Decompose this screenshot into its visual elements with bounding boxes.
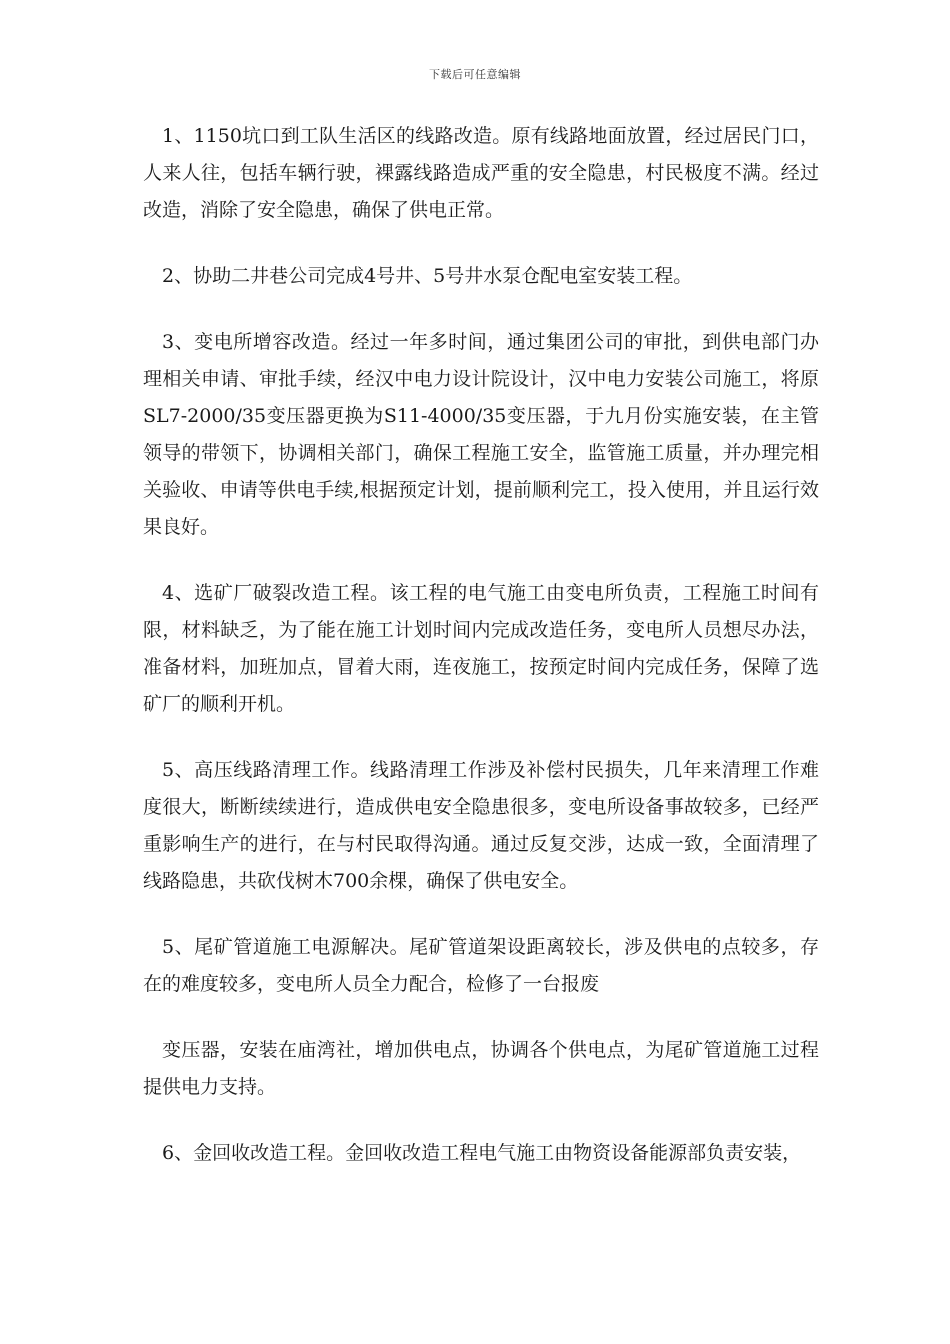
paragraph-item-8: 6、金回收改造工程。金回收改造工程电气施工由物资设备能源部负责安装， xyxy=(162,1142,802,1164)
paragraph-item-5: 5、高压线路清理工作。线路清理工作涉及补偿村民损失，几年来清理工作难度很大，断断续续进行，造成供电安全隐患很多，变电所设备事故较多，已经严重影响生产的进行，在与村民取得沟通。通过反复交涉，达成一致，全面清理了线路隐患，共砍伐树木700余棵，确保了供电安全。 xyxy=(143,759,819,892)
paragraph-item-2: 2、协助二井巷公司完成4号井、5号井水泵仓配电室安装工程。 xyxy=(162,265,693,287)
paragraph-item-4: 4、选矿厂破裂改造工程。该工程的电气施工由变电所负责，工程施工时间有限，材料缺乏，为了能在施工计划时间内完成改造任务，变电所人员想尽办法，准备材料，加班加点，冒着大雨，连夜施工，按预定时间内完成任务，保障了选矿厂的顺利开机。 xyxy=(143,582,819,715)
paragraph-item-7: 变压器，安装在庙湾社，增加供电点，协调各个供电点，为尾矿管道施工过程提供电力支持。 xyxy=(143,1039,819,1098)
document-body xyxy=(143,118,819,1172)
paragraph-item-1: 1、1150坑口到工队生活区的线路改造。原有线路地面放置，经过居民门口，人来人往，包括车辆行驶，裸露线路造成严重的安全隐患，村民极度不满。经过改造，消除了安全隐患，确保了供电正常。 xyxy=(143,125,819,221)
paragraph-item-3: 3、变电所增容改造。经过一年多时间，通过集团公司的审批，到供电部门办理相关申请、审批手续，经汉中电力设计院设计，汉中电力安装公司施工，将原SL7-2000/35变压器更换为S11-4000/35变压器，于九月份实施安装，在主管领导的带领下，协调相关部门，确保工程施工安全，监管施工质量，并办理完相关验收、申请等供电手续,根据预定计划，提前顺利完工，投入使用，并且运行效果良好。 xyxy=(143,331,819,538)
page-header: 下载后可任意编辑 xyxy=(429,68,521,81)
paragraph-item-6: 5、尾矿管道施工电源解决。尾矿管道架设距离较长，涉及供电的点较多，存在的难度较多，变电所人员全力配合，检修了一台报废 xyxy=(143,936,819,995)
